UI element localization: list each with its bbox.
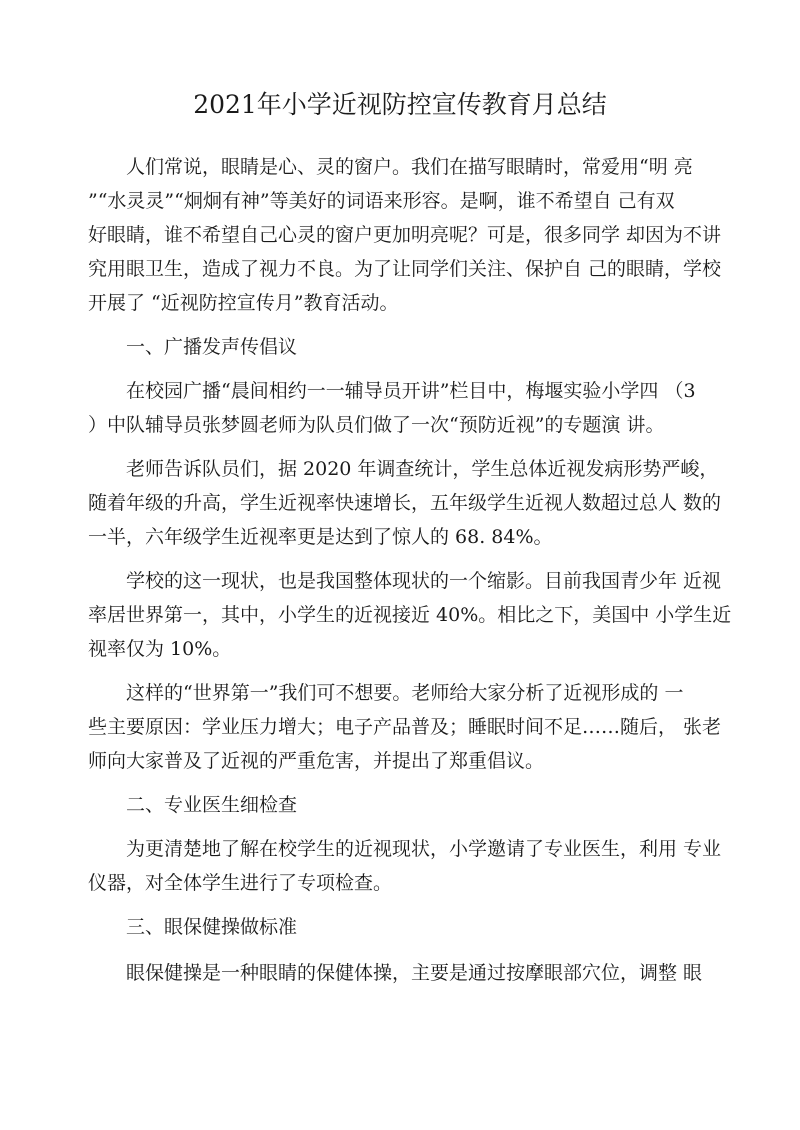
text-line: ”“水灵灵”“炯炯有神”等美好的词语来形容。是啊，谁不希望自 己有双 (88, 190, 675, 212)
text-line: 仪器，对全体学生进行了专项检查。 (88, 872, 393, 894)
heading-text: 二、专业医生细检查 (126, 794, 298, 816)
paragraph-statistics (88, 452, 722, 554)
section-heading-2 (88, 788, 718, 822)
paragraph-broadcast (88, 374, 718, 442)
text-line: 些主要原因：学业压力增大；电子产品普及；睡眠时间不足……随后， 张老 (88, 716, 722, 738)
section-heading-1 (88, 330, 718, 364)
heading-text: 一、广播发声传倡议 (126, 336, 298, 358)
document-title: 2021年小学近视防控宣传教育月总结 (193, 90, 607, 119)
heading-text: 三、眼保健操做标准 (126, 916, 298, 938)
paragraph-situation (88, 564, 732, 666)
text-line: 究用眼卫生，造成了视力不良。为了让同学们关注、保护自 己的眼睛，学校 (88, 258, 722, 280)
section-heading-3 (88, 910, 718, 944)
text-line: 视率仅为 10%。 (88, 638, 232, 660)
text-line: 老师告诉队员们，据 2020 年调查统计，学生总体近视发病形势严峻， (126, 458, 719, 480)
paragraph-eye-exercise (88, 956, 718, 990)
text-line: 一半，六年级学生近视率更是达到了惊人的 68. 84%。 (88, 526, 553, 548)
text-line: 好眼睛，谁不希望自己心灵的窗户更加明亮呢？可是，很多同学 却因为不讲 (88, 224, 722, 246)
text-line: 随着年级的升高，学生近视率快速增长，五年级学生近视人数超过总人 数的 (88, 492, 722, 514)
text-line: ）中队辅导员张梦圆老师为队员们做了一次“预防近视”的专题演 讲。 (88, 414, 665, 436)
text-line: 为更清楚地了解在校学生的近视现状，小学邀请了专业医生，利用 专业 (126, 838, 722, 860)
text-line: 这样的“世界第一”我们可不想要。老师给大家分析了近视形成的 一 (126, 682, 684, 704)
text-line: 开展了 “近视防控宣传月”教育活动。 (88, 292, 399, 314)
document-body (88, 150, 732, 1000)
text-line: 师向大家普及了近视的严重危害，并提出了郑重倡议。 (88, 750, 545, 772)
text-line: 率居世界第一，其中，小学生的近视接近 40%。相比之下，美国中 小学生近 (88, 604, 732, 626)
paragraph-causes (88, 676, 722, 778)
paragraph-checkup (88, 832, 722, 900)
text-line: 人们常说，眼睛是心、灵的窗户。我们在描写眼睛时，常爱用“明 亮 (126, 156, 693, 178)
text-line: 眼保健操是一种眼睛的保健体操，主要是通过按摩眼部穴位，调整 眼 (126, 962, 703, 984)
text-line: 在校园广播“晨间相约一一辅导员开讲”栏目中，梅堰实验小学四 （3 (126, 380, 696, 402)
text-line: 学校的这一现状，也是我国整体现状的一个缩影。目前我国青少年 近视 (126, 570, 722, 592)
paragraph-intro (88, 150, 722, 320)
